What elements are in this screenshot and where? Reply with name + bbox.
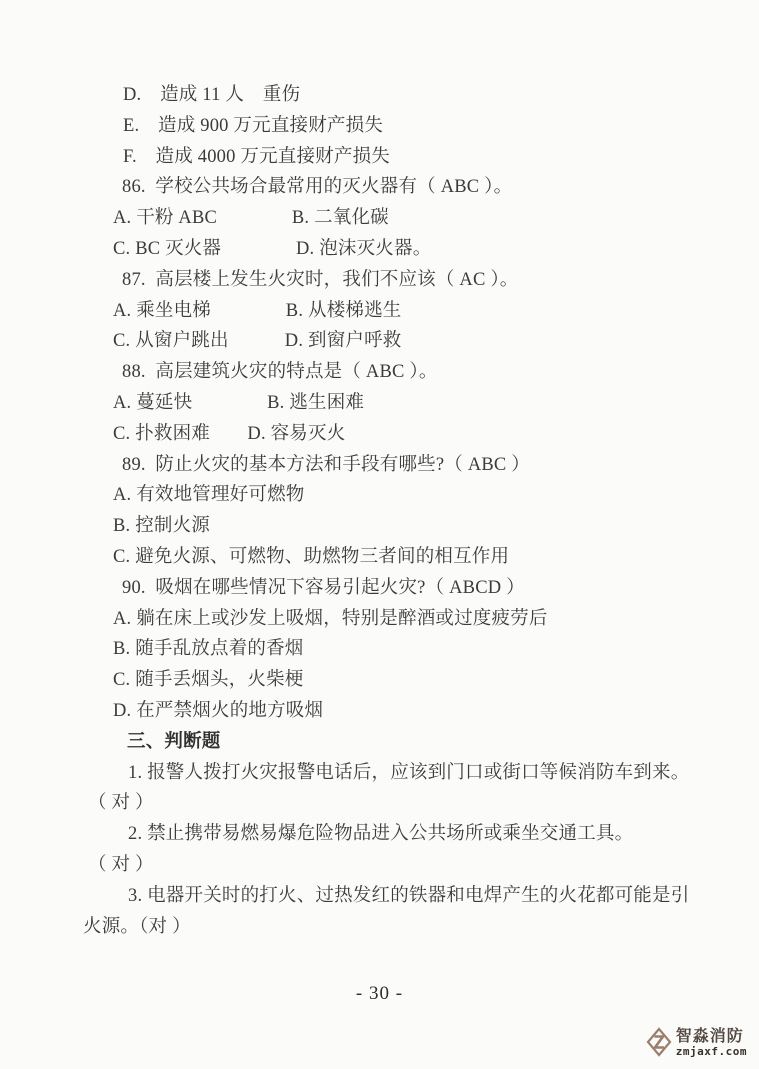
answer-line: （ 对 ）	[88, 854, 154, 875]
option-line: C. 扑救困难 D. 容易灭火	[113, 423, 346, 444]
diamond-z-logo-icon	[646, 1026, 672, 1058]
statement-line-3: 3. 电器开关时的打火、过热发红的铁器和电焊产生的火花都可能是引	[128, 885, 690, 906]
option-line: C. BC 灭火器 D. 泡沫灭火器。	[113, 238, 432, 259]
option-line-continued: F. 造成 4000 万元直接财产损失	[123, 146, 390, 167]
question-line-86: 86. 学校公共场合最常用的灭火器有（ ABC ）。	[122, 177, 513, 198]
brand-domain: zmjaxf.com	[675, 1044, 747, 1058]
section-header-judgment: 三、判断题	[127, 731, 221, 752]
document-body	[83, 80, 726, 942]
question-line-90: 90. 吸烟在哪些情况下容易引起火灾?（ ABCD ）	[122, 577, 525, 598]
option-line: C. 从窗户跳出 D. 到窗户呼救	[113, 331, 402, 352]
watermark-logo[interactable]	[646, 1026, 747, 1058]
brand-name: 智淼消防	[675, 1025, 744, 1045]
option-line: A. 干粉 ABC B. 二氧化碳	[113, 208, 389, 229]
option-line: B. 控制火源	[113, 516, 210, 537]
option-line-continued: E. 造成 900 万元直接财产损失	[123, 115, 384, 136]
option-line: C. 随手丢烟头，火柴梗	[113, 670, 304, 691]
statement-line-1: 1. 报警人拨打火灾报警电话后，应该到门口或街口等候消防车到来。	[128, 762, 690, 783]
question-line-89: 89. 防止火灾的基本方法和手段有哪些?（ ABC ）	[122, 454, 530, 475]
question-line-87: 87. 高层楼上发生火灾时，我们不应该（ AC ）。	[122, 269, 519, 290]
question-line-88: 88. 高层建筑火灾的特点是（ ABC ）。	[122, 362, 438, 383]
page-number: - 30 -	[355, 983, 404, 1004]
option-line: A. 躺在床上或沙发上吸烟，特别是醉酒或过度疲劳后	[113, 608, 548, 629]
statement-line-2: 2. 禁止携带易燃易爆危险物品进入公共场所或乘坐交通工具。	[128, 824, 634, 845]
option-line: C. 避免火源、可燃物、助燃物三者间的相互作用	[113, 546, 510, 567]
option-line: A. 乘坐电梯 B. 从楼梯逃生	[113, 300, 402, 321]
option-line-continued: D. 造成 11 人 重伤	[123, 85, 301, 105]
option-line: D. 在严禁烟火的地方吸烟	[113, 700, 324, 721]
option-line: A. 有效地管理好可燃物	[113, 485, 305, 506]
option-line: A. 蔓延快 B. 逃生困难	[113, 392, 365, 413]
watermark-text	[675, 1025, 747, 1058]
option-line: B. 随手乱放点着的香烟	[113, 639, 304, 660]
statement-continuation-line: 火源。（对 ）	[83, 916, 191, 937]
answer-line: （ 对 ）	[88, 793, 154, 814]
